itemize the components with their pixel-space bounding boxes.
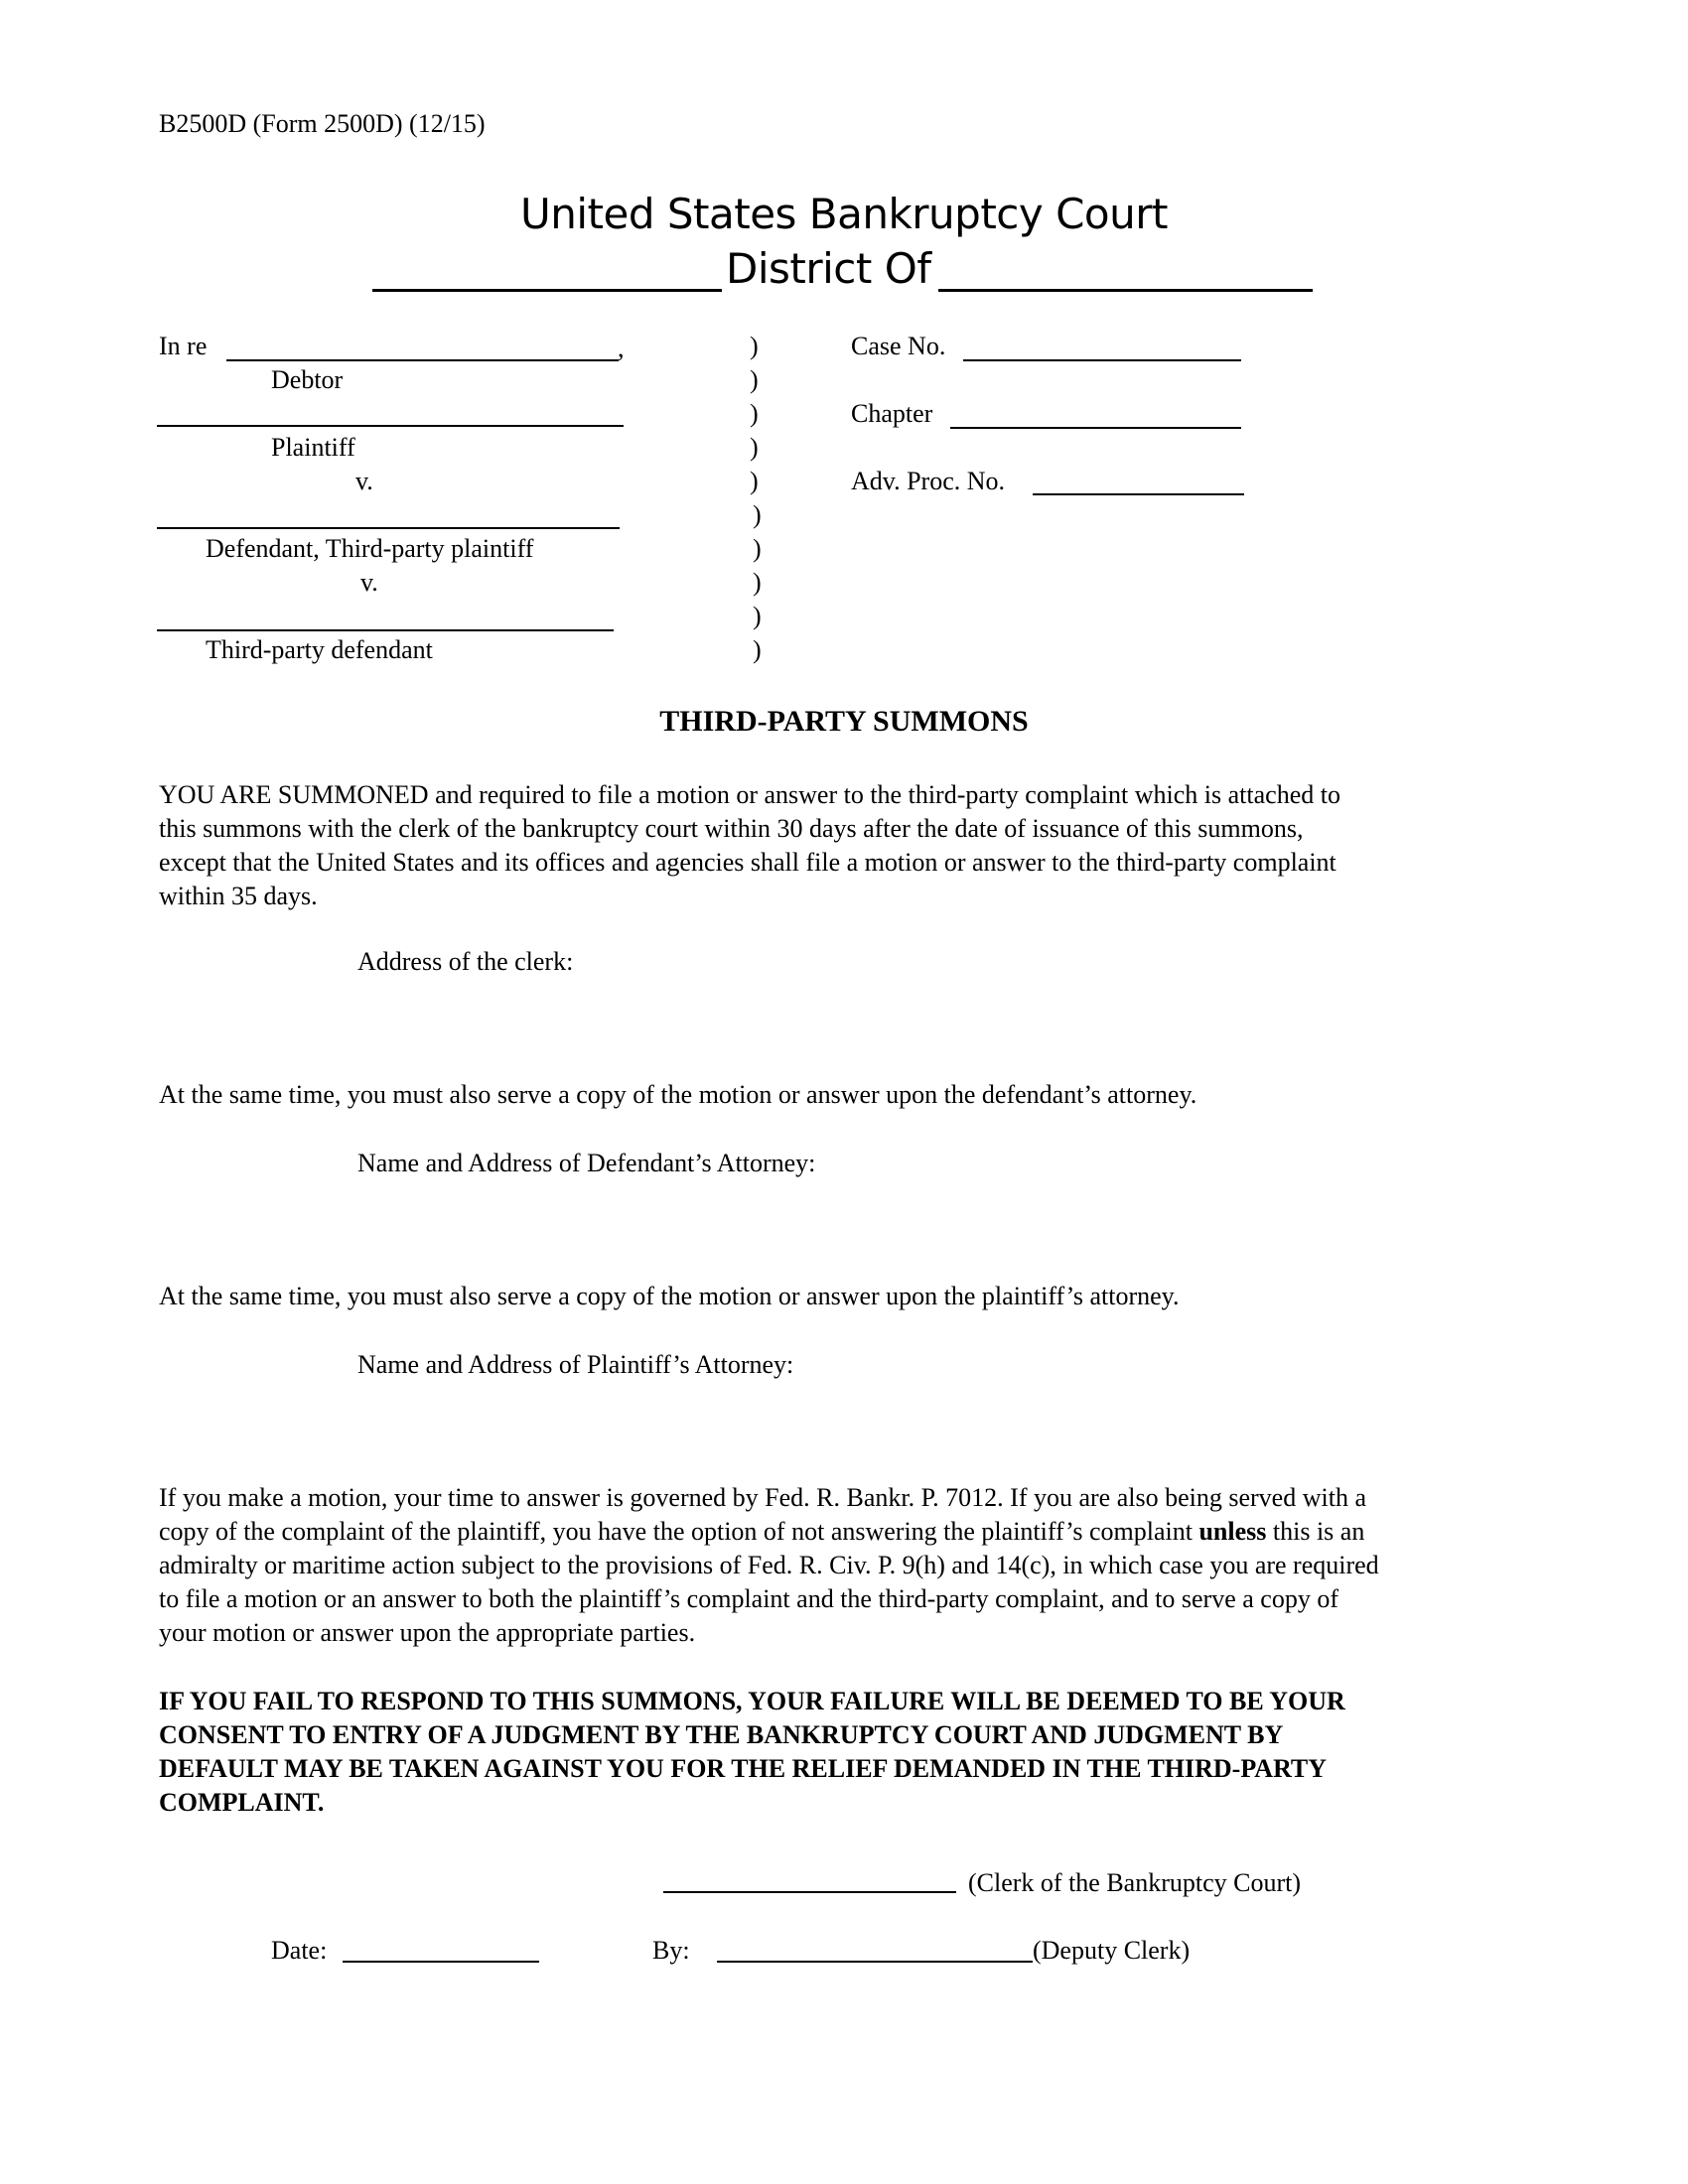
deputy-clerk-label: (Deputy Clerk) [1033,1936,1191,1965]
clerk-label: (Clerk of the Bankruptcy Court) [968,1868,1302,1897]
summons-line: within 35 days. [159,882,318,910]
serve-defendant-line: At the same time, you must also serve a copy of the motion or answer upon the defendant’s attorney. [159,1080,1197,1109]
plaintiff-label: Plaintiff [271,433,355,462]
versus-1: v. [355,467,373,495]
adv-proc-no-label: Adv. Proc. No. [851,467,1006,495]
motion-line: If you make a motion, your time to answer is governed by Fed. R. Bankr. P. 7012. If you are also being served with a [159,1483,1366,1512]
date-field[interactable] [343,1961,539,1963]
court-title: United States Bankruptcy Court [520,190,1168,238]
summons-line: this summons with the clerk of the bankruptcy court within 30 days after the date of issuance of this summons, [159,814,1304,843]
case-no-label: Case No. [851,332,946,360]
chapter-label: Chapter [851,399,933,428]
debtor-label: Debtor [271,365,344,394]
motion-text: copy of the complaint of the plaintiff, you have the option of not answering the plaintiff’s complaint [159,1517,1199,1546]
warning-line: CONSENT TO ENTRY OF A JUDGMENT BY THE BANKRUPTCY COURT AND JUDGMENT BY [159,1720,1284,1749]
clerk-address-label: Address of the clerk: [357,947,574,976]
caption-divider-paren: ) [753,602,762,630]
clerk-signature-line[interactable] [663,1891,956,1893]
motion-line: your motion or answer upon the appropriate parties. [159,1618,696,1647]
date-label: Date: [271,1936,328,1965]
serve-defendant-paragraph [159,1078,1544,1112]
district-name-line[interactable] [372,289,722,292]
summons-line: YOU ARE SUMMONED and required to file a motion or answer to the third-party complaint which is attached to [159,780,1340,809]
deputy-clerk-signature-line[interactable] [717,1961,1033,1963]
district-suffix-line[interactable] [938,289,1313,292]
caption-divider-paren: ) [750,332,759,360]
caption-divider-paren: ) [750,467,759,495]
chapter-field[interactable] [950,427,1241,429]
unless-emphasis: unless [1198,1517,1267,1546]
caption-divider-paren: ) [750,399,759,428]
defendant-attorney-label: Name and Address of Defendant’s Attorney: [357,1149,816,1177]
serve-plaintiff-paragraph [159,1280,1544,1313]
motion-line: to file a motion or an answer to both the plaintiff’s complaint and the third-party complaint, and to serve a copy of [159,1584,1338,1613]
in-re-label: In re [159,332,208,360]
caption-divider-paren: ) [753,500,762,529]
summons-line: except that the United States and its offices and agencies shall file a motion or answer to the third-party complaint [159,848,1336,877]
caption-divider-paren: ) [753,568,762,597]
caption-divider-paren: ) [750,433,759,462]
in-re-comma: , [618,334,625,362]
motion-text: this is an [1266,1517,1365,1546]
district-label: District Of [726,244,931,293]
document-heading: THIRD-PARTY SUMMONS [659,705,1029,738]
motion-paragraph [159,1481,1544,1650]
serve-plaintiff-line: At the same time, you must also serve a copy of the motion or answer upon the plaintiff’s attorney. [159,1282,1180,1310]
warning-line: DEFAULT MAY BE TAKEN AGAINST YOU FOR THE RELIEF DEMANDED IN THE THIRD-PARTY [159,1754,1328,1783]
motion-line: admiralty or maritime action subject to the provisions of Fed. R. Civ. P. 9(h) and 14(c), in which case you are required [159,1551,1379,1579]
caption-divider-paren: ) [753,635,762,664]
caption-divider-paren: ) [750,365,759,394]
in-re-line[interactable] [226,359,619,361]
case-no-field[interactable] [963,359,1241,361]
district-row [372,244,1316,296]
third-party-defendant-label: Third-party defendant [206,635,433,664]
defendant-third-party-plaintiff-label: Defendant, Third-party plaintiff [206,534,534,563]
motion-line [159,1515,1544,1549]
summons-paragraph [159,778,1544,913]
third-party-defendant-line[interactable] [157,629,614,631]
plaintiff-line[interactable] [157,425,624,427]
warning-paragraph [159,1685,1544,1820]
form-id: B2500D (Form 2500D) (12/15) [159,109,486,138]
defendant-line[interactable] [157,527,620,529]
caption-divider-paren: ) [753,534,762,563]
by-label: By: [652,1936,690,1965]
plaintiff-attorney-label: Name and Address of Plaintiff’s Attorney: [357,1350,794,1379]
adv-proc-no-field[interactable] [1033,493,1244,495]
versus-2: v. [360,568,378,597]
warning-line: IF YOU FAIL TO RESPOND TO THIS SUMMONS, YOUR FAILURE WILL BE DEEMED TO BE YOUR [159,1687,1345,1715]
warning-line: COMPLAINT. [159,1788,325,1817]
